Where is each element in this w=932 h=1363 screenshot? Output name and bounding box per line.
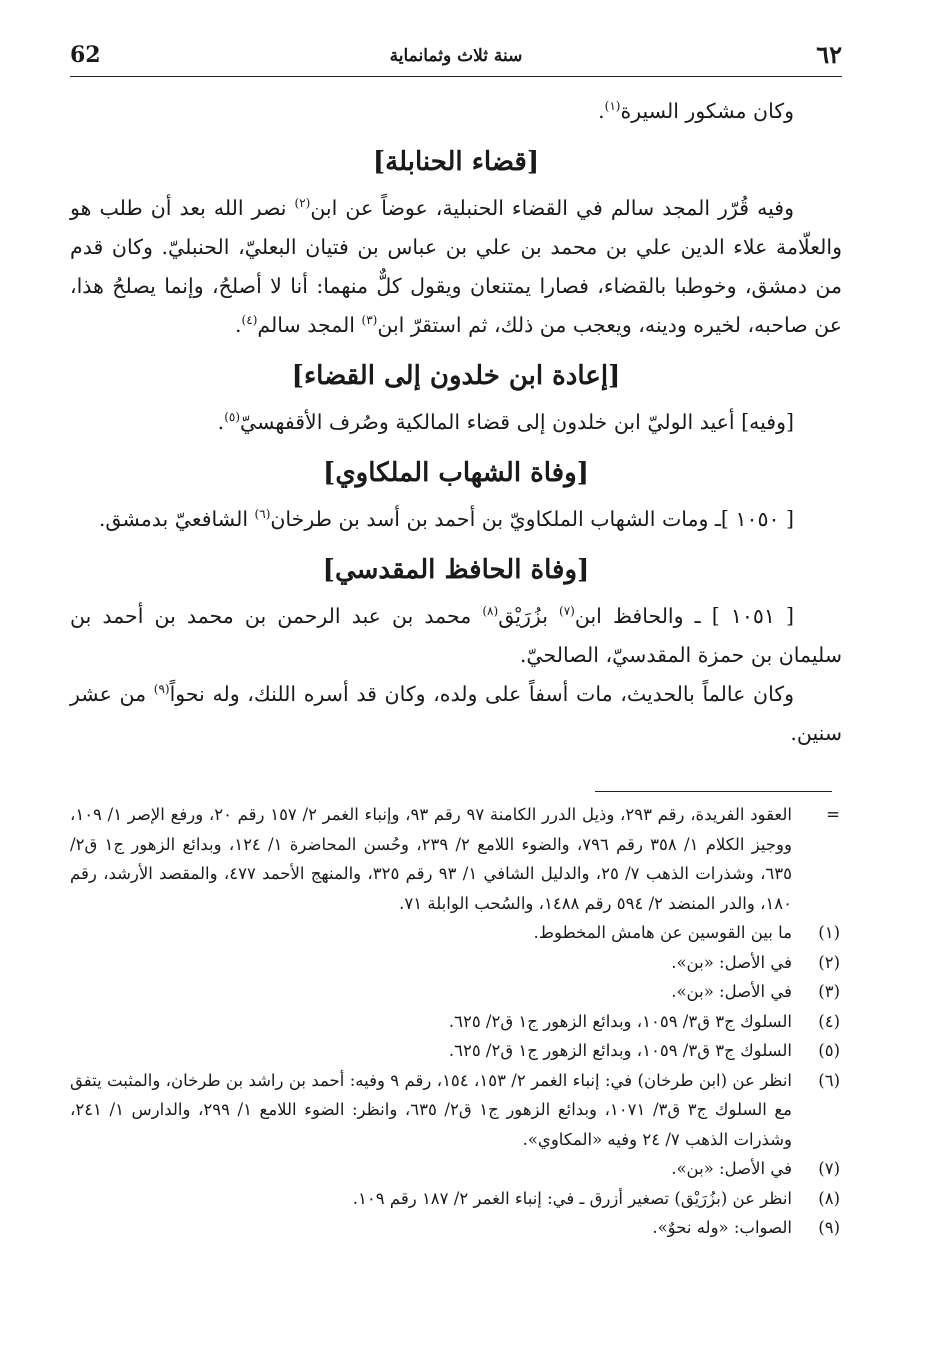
footnote	[70, 948, 840, 978]
section-heading-malkawi: [وفاة الشهاب الملكاوي]	[323, 458, 589, 488]
paragraph-4: [ ١٠٥١ ] ـ والحافظ ابن$^{(٧)}$ بزُرَيْق$^{(٨)}$ محمد بن عبد الرحمن بن محمد بن أحمد بن سليمان بن حمزة المقدسيّ، الصالحيّ.	[70, 604, 842, 667]
footnote	[70, 800, 840, 918]
footnote-ref: (٦)	[254, 507, 271, 522]
footnote-ref: (٨)	[482, 604, 499, 619]
footnote	[70, 977, 840, 1007]
footnote-ref: (٢)	[294, 196, 311, 211]
footnote-ref: (٧)	[559, 604, 575, 619]
footnote-ref: (١)	[604, 99, 621, 114]
footnote-number: (١)	[818, 923, 840, 942]
section-heading-maqdisi: [وفاة الحافظ المقدسي]	[322, 555, 590, 585]
footnote-text: ما بين القوسين عن هامش المخطوط.	[533, 923, 792, 942]
footnote-text: انظر عن (بزُرَيْق) تصغير أزرق ـ في: إنباء الغمر ٢/ ١٨٧ رقم ١٠٩.	[352, 1188, 792, 1208]
page-header	[70, 40, 842, 77]
footnote-ref: (٥)	[224, 410, 241, 425]
footnote	[70, 918, 840, 948]
footnote-text: السلوك ج٣ ق٣/ ١٠٥٩، وبدائع الزهور ج١ ق٢/ ٦٢٥.	[448, 1041, 792, 1060]
footnote-text: في الأصل: «بن».	[671, 982, 792, 1001]
section-heading-ibn-khaldun: [إعادة ابن خلدون إلى القضاء]	[291, 361, 621, 391]
footnote-text: العقود الفريدة، رقم ٢٩٣، وذيل الدرر الكامنة ٩٧ رقم ٩٣، وإنباء الغمر ٢/ ١٥٧ رقم ٢٠، ورفع الإصر ١/ ١٠٩، ووجيز الكلام ١/ ٣٥٨ رقم ٧٩٦، والضوء اللامع ٢/ ٢٣٩، وحُسن المحاضرة ١/ ١٢٤، وبدائع الزهور ج١ ق٢/ ٦٣٥، وشذرات الذهب ٧/ ٢٥، والدليل الشافي ١/ ٩٣ رقم ٣٢٥، والمنهج الأحمد ٤٧٧، والمقصد الأرشد، رقم ١٨٠، والدر المنضد ٢/ ٥٩٤ رقم ١٤٨٨، والسُحب الوابلة ٧١.	[70, 805, 793, 913]
page-number-latin: 62	[70, 42, 101, 68]
footnote-number: =	[826, 805, 840, 824]
footnote	[70, 1154, 840, 1184]
footnote-number: (٨)	[818, 1188, 840, 1208]
footnote-ref: (٣)	[361, 313, 378, 328]
footnote-text: انظر عن (ابن طرخان) في: إنباء الغمر ٢/ ١٥٣، ١٥٤، رقم ٩ وفيه: أحمد بن راشد بن طرخان، والمثبت يتفق مع السلوك ج٣ ق٣/ ١٠٧١، وبدائع الزهور ج١ ق٢/ ٦٣٥، وانظر: الضوء اللامع ١/ ٢٩٩، والدارس ١/ ٢٤١، وشذرات الذهب ٧/ ٢٤ وفيه «المكاوي».	[70, 1070, 793, 1149]
footnote-ref: (٤)	[241, 313, 258, 328]
footnote-text: في الأصل: «بن».	[671, 1159, 792, 1178]
footnote	[70, 1184, 840, 1214]
footnote-number: (٧)	[818, 1159, 840, 1178]
paragraph-0: وكان مشكور السيرة$^{(١)}$.	[598, 99, 794, 123]
footnote-separator	[595, 791, 832, 792]
footnote-number: (٣)	[818, 982, 840, 1001]
paragraph-5: وكان عالماً بالحديث، مات أسفاً على ولده، وكان قد أسره اللنك، وله نحواً$^{(٩)}$ من عشر سنين.	[70, 682, 842, 745]
footnote	[70, 1066, 840, 1155]
footnote	[70, 1213, 840, 1243]
footnote-text: السلوك ج٣ ق٣/ ١٠٥٩، وبدائع الزهور ج١ ق٢/ ٦٢٥.	[448, 1011, 792, 1031]
footnotes	[70, 800, 840, 1243]
section-heading-hanbali-judgeship: [قضاء الحنابلة]	[372, 147, 540, 177]
paragraph-2: [وفيه] أعيد الوليّ ابن خلدون إلى قضاء المالكية وصُرف الأقفهسيّ$^{(٥)}$.	[217, 410, 794, 434]
footnote	[70, 1007, 840, 1037]
footnote-number: (٩)	[818, 1218, 840, 1237]
footnote-number: (٤)	[818, 1011, 840, 1031]
footnote-text: الصواب: «وله نحوٌ».	[652, 1218, 792, 1237]
running-title: سنة ثلاث وثمانماية	[389, 46, 523, 66]
footnote-text: في الأصل: «بن».	[671, 952, 792, 972]
footnote	[70, 1036, 840, 1066]
footnote-number: (٦)	[818, 1070, 840, 1090]
paragraph-3: [ ١٠٥٠ ]ـ ومات الشهاب الملكاويّ بن أحمد بن أسد بن طرخان$^{(٦)}$ الشافعيّ بدمشق.	[98, 507, 794, 531]
footnote-number: (٥)	[818, 1041, 840, 1060]
main-text	[70, 92, 842, 753]
footnote-number: (٢)	[818, 952, 840, 972]
page-number-arabic: ٦٢	[816, 40, 842, 69]
paragraph-1: وفيه قُرّر المجد سالم في القضاء الحنبلية، عوضاً عن ابن$^{(٢)}$ نصر الله بعد أن طلب هو والعلّامة علاء الدين علي بن محمد بن علي بن عباس بن فتيان البعليّ، الحنبليّ. وكان قدم من دمشق، وخوطبا بالقضاء، فصارا يمتنعان ويقول كلٌّ منهما: أنا لا أصلحُ، وإنما يصلحُ هذا، عن صاحبه، لخيره ودينه، ويعجب من ذلك، ثم استقرّ ابن$^{(٣)}$ المجد سالم$^{(٤)}$.	[70, 196, 842, 337]
footnote-ref: (٩)	[153, 682, 170, 697]
